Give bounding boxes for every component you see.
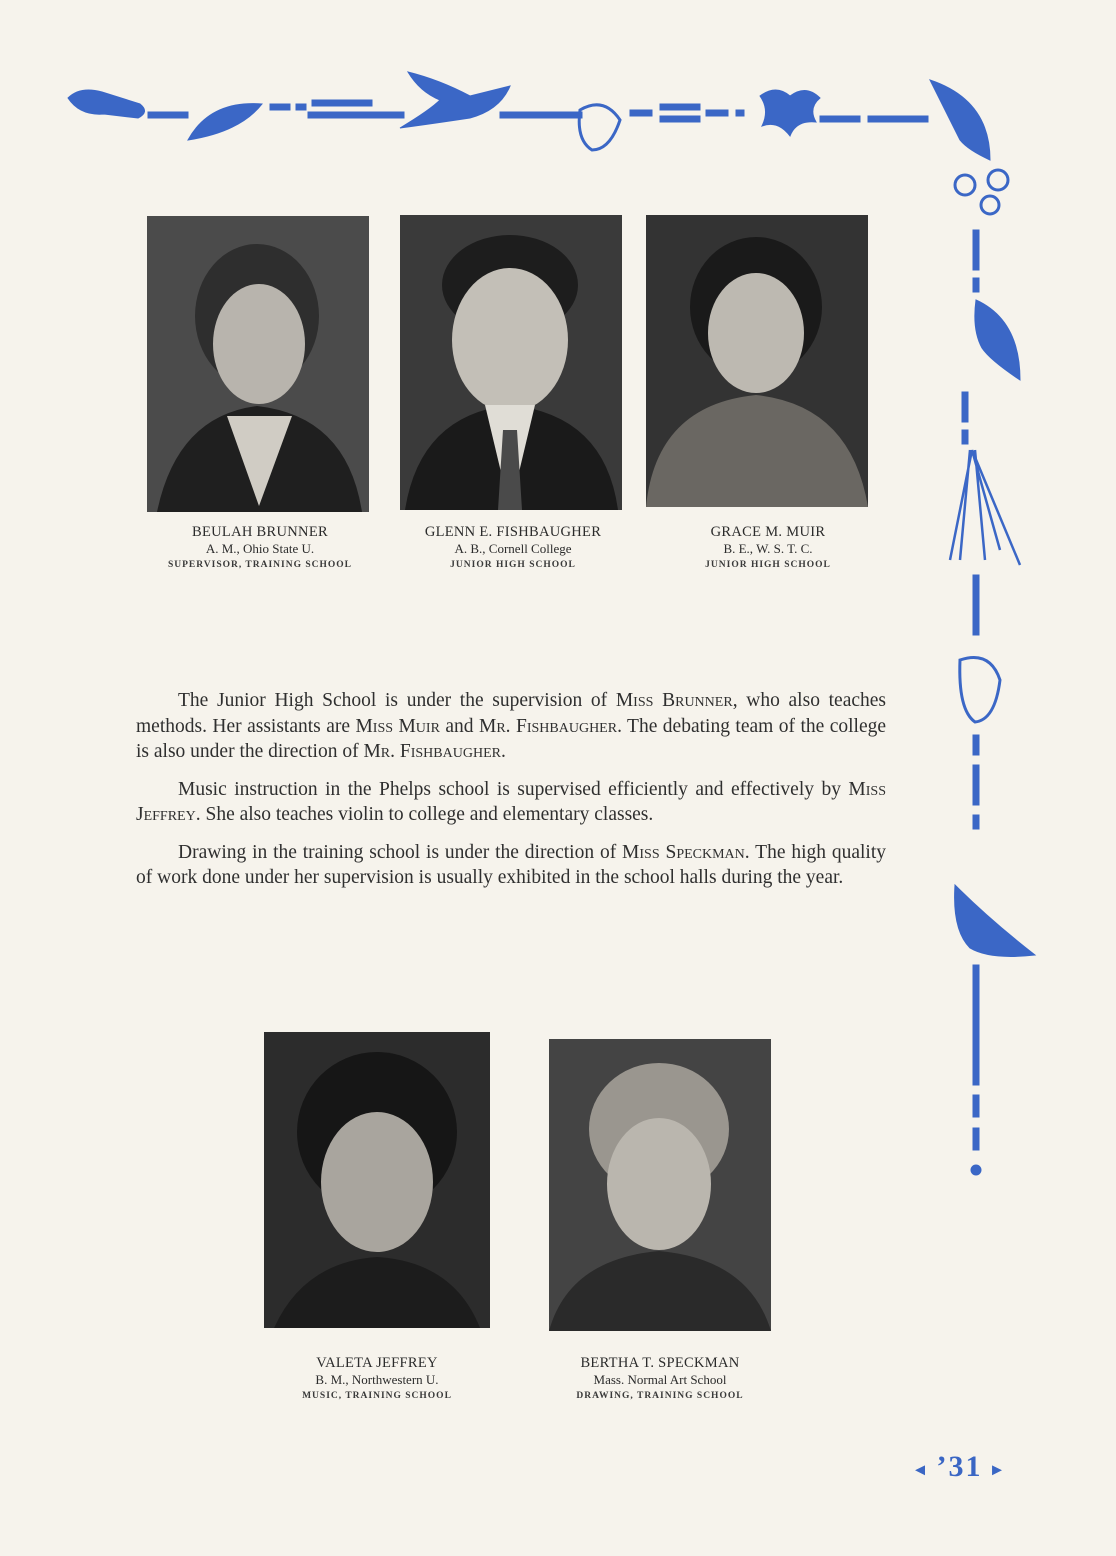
staff-degree: B. M., Northwestern U. bbox=[315, 1372, 439, 1387]
staff-name: GLENN E. FISHBAUGHER bbox=[424, 524, 602, 540]
portrait-image bbox=[264, 1032, 490, 1328]
text-run: . The debating team of the college is also under the direction of bbox=[136, 715, 887, 762]
ornament-left-icon: ◂ bbox=[915, 1458, 928, 1481]
name-run: Mr. Fishbaugher bbox=[363, 741, 501, 762]
staff-name: BEULAH BRUNNER bbox=[192, 524, 328, 540]
portrait-image bbox=[400, 215, 622, 510]
text-run: Drawing in the training school is under the direction of bbox=[178, 841, 623, 863]
staff-degree: A. B., Cornell College bbox=[454, 541, 572, 556]
staff-caption bbox=[247, 1355, 507, 1404]
portrait-photo-brunner bbox=[147, 216, 369, 512]
text-run: . The high quality of work done under her supervision is usually exhibited in the school halls during the year. bbox=[136, 841, 886, 888]
cattail-ornament bbox=[68, 90, 145, 118]
portrait-photo-jeffrey bbox=[264, 1032, 490, 1328]
name-run: Miss Speckman bbox=[622, 841, 745, 863]
oak-leaf-ornament bbox=[760, 90, 820, 136]
portrait-photo-speckman bbox=[549, 1039, 771, 1331]
year-mark bbox=[915, 1450, 1004, 1484]
text-run: The Junior High School is under the supervision of bbox=[178, 690, 616, 711]
staff-degree: B. E., W. S. T. C. bbox=[723, 541, 813, 556]
portrait-photo-muir bbox=[646, 215, 868, 507]
text-run: Music instruction in the Phelps school is supervised efficiently and effectively by bbox=[178, 778, 849, 800]
portrait-image bbox=[646, 215, 868, 507]
staff-caption bbox=[130, 524, 390, 573]
holly-leaf-ornament bbox=[930, 80, 990, 160]
name-run: Mr. Fishbaugher bbox=[479, 715, 618, 737]
paragraph-junior-high bbox=[136, 688, 886, 765]
text-run: and bbox=[439, 715, 479, 737]
portrait-photo-fishbaugher bbox=[400, 215, 622, 510]
tassel-ornament bbox=[950, 450, 1020, 565]
holly-leaf-ornament-2 bbox=[975, 300, 1020, 380]
staff-degree: A. M., Ohio State U. bbox=[205, 541, 315, 556]
bird-ornament bbox=[400, 72, 510, 128]
staff-degree: Mass. Normal Art School bbox=[593, 1372, 727, 1387]
staff-name: BERTHA T. SPECKMAN bbox=[580, 1355, 740, 1371]
staff-caption bbox=[383, 524, 643, 573]
holly-leaf-ornament-3 bbox=[955, 885, 1035, 956]
portrait-image bbox=[549, 1039, 771, 1331]
text-run: , who also teaches methods. Her assistants are bbox=[136, 690, 887, 737]
staff-position: JUNIOR HIGH SCHOOL bbox=[450, 560, 576, 570]
pinecone-ornament-2 bbox=[960, 658, 1000, 723]
paragraph-drawing bbox=[136, 840, 886, 891]
name-run: Miss Muir bbox=[355, 715, 440, 737]
leaf-ornament bbox=[188, 104, 262, 140]
ornament-right-icon: ▸ bbox=[992, 1458, 1005, 1481]
portrait-image bbox=[147, 216, 369, 512]
staff-name: VALETA JEFFREY bbox=[316, 1355, 438, 1371]
staff-name: GRACE M. MUIR bbox=[710, 524, 826, 540]
name-run: Miss Brunner bbox=[615, 690, 733, 711]
staff-position: JUNIOR HIGH SCHOOL bbox=[705, 560, 831, 570]
staff-position: DRAWING, TRAINING SCHOOL bbox=[576, 1391, 744, 1401]
text-run: . bbox=[500, 741, 506, 762]
staff-position: MUSIC, TRAINING SCHOOL bbox=[302, 1391, 452, 1401]
paragraph-music bbox=[136, 777, 886, 828]
text-run: . She also teaches violin to college and elementary classes. bbox=[195, 804, 654, 825]
pinecone-ornament bbox=[579, 105, 620, 150]
body-text bbox=[136, 688, 886, 903]
staff-caption bbox=[638, 524, 898, 573]
name-run: Miss Jeffrey bbox=[136, 778, 886, 825]
year-label: ’31 bbox=[936, 1450, 983, 1483]
staff-caption bbox=[530, 1355, 790, 1404]
staff-position: SUPERVISOR, TRAINING SCHOOL bbox=[167, 560, 353, 570]
